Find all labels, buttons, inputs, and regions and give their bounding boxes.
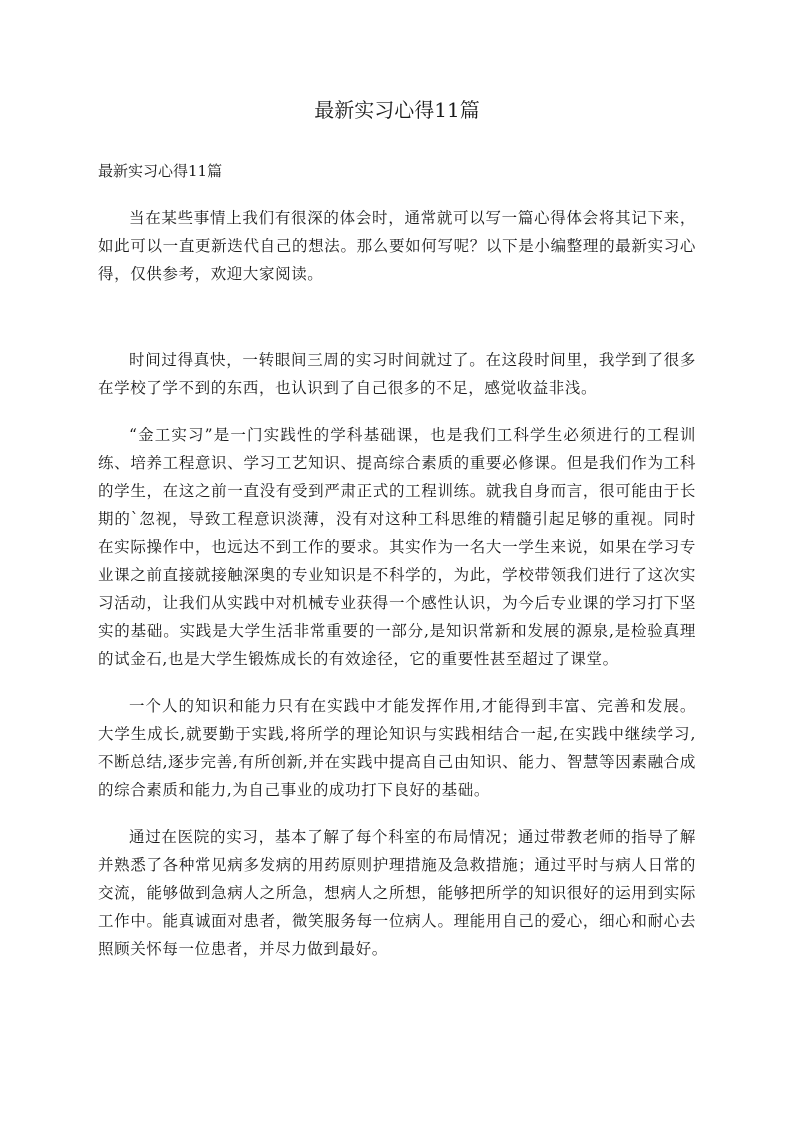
paragraph-1: 时间过得真快，一转眼间三周的实习时间就过了。在这段时间里，我学到了很多在学校了学不到的东西，也认识到了自己很多的不足，感觉收益非浅。 [98, 351, 696, 397]
paragraph-4: 通过在医院的实习，基本了解了每个科室的布局情况；通过带教老师的指导了解并熟悉了各种常见病多发病的用药原则护理措施及急救措施；通过平时与病人日常的交流，能够做到急病人之所急，想病人之所想，能够把所学的知识很好的运用到实际工作中。能真诚面对患者，微笑服务每一位病人。理能用自己的爱心，细心和耐心去照顾关怀每一位患者，并尽力做到最好。 [98, 828, 696, 958]
document-title: 最新实习心得11篇 [314, 98, 480, 122]
document-subtitle: 最新实习心得11篇 [98, 162, 223, 180]
document-page [98, 90, 696, 982]
paragraph-3: 一个人的知识和能力只有在实践中才能发挥作用,才能得到丰富、完善和发展。大学生成长,就要勤于实践,将所学的理论知识与实践相结合一起,在实践中继续学习,不断总结,逐步完善,有所创新,并在实践中提高自己由知识、能力、智慧等因素融合成的综合素质和能力,为自己事业的成功打下良好的基础。 [98, 697, 696, 799]
paragraph-intro: 当在某些事情上我们有很深的体会时，通常就可以写一篇心得体会将其记下来，如此可以一直更新迭代自己的想法。那么要如何写呢？以下是小编整理的最新实习心得，仅供参考，欢迎大家阅读。 [98, 209, 696, 283]
paragraph-2: “金工实习”是一门实践性的学科基础课，也是我们工科学生必须进行的工程训练、培养工程意识、学习工艺知识、提高综合素质的重要必修课。但是我们作为工科的学生，在这之前一直没有受到严肃正式的工程训练。就我自身而言，很可能由于长期的`忽视，导致工程意识淡薄，没有对这种工科思维的精髓引起足够的重视。同时在实际操作中，也远达不到工作的要求。其实作为一名大一学生来说，如果在学习专业课之前直接就接触深奥的专业知识是不科学的，为此，学校带领我们进行了这次实习活动，让我们从实践中对机械专业获得一个感性认识，为今后专业课的学习打下坚实的基础。实践是大学生活非常重要的一部分,是知识常新和发展的源泉,是检验真理的试金石,也是大学生锻炼成长的有效途径，它的重要性甚至超过了课堂。 [98, 426, 696, 668]
